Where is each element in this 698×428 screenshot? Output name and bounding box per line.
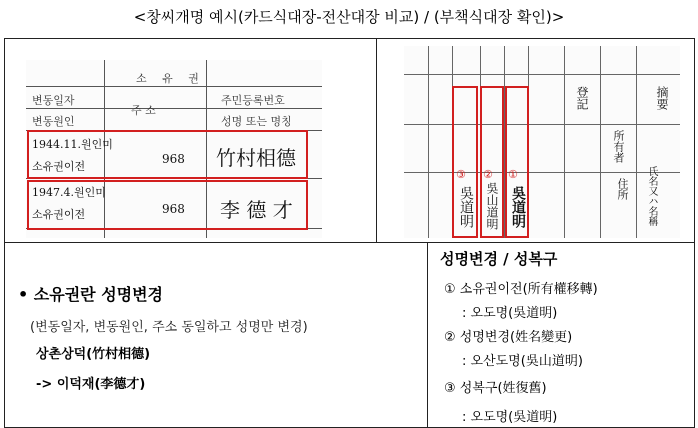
marker-2: ② <box>483 168 493 181</box>
label-address: 住所 <box>616 178 629 200</box>
item-1-sub: : 오도명(吳道明) <box>462 306 558 321</box>
card-register-scan <box>26 60 322 238</box>
section-bullet: • 소유권란 성명변경 <box>18 285 164 304</box>
panel-divider <box>376 38 377 243</box>
name-restored: 吳道明 <box>458 186 474 228</box>
row2-date: 1947.4.원인미 <box>32 186 106 199</box>
name-after: -> 이덕재(李德才) <box>36 377 146 392</box>
scan-rule <box>404 74 680 75</box>
col-regno-label: 주민등록번호 <box>221 94 285 107</box>
row1-reason: 소유권이전 <box>32 160 86 173</box>
marker-3: ③ <box>456 168 466 181</box>
row1-address: 968 <box>162 152 185 166</box>
item-2-sub: : 오산도명(吳山道明) <box>462 354 583 369</box>
explanation-panel <box>4 242 695 428</box>
item-2: ② 성명변경(姓名變更) <box>444 330 573 345</box>
highlight-col-1 <box>505 86 529 238</box>
col-name-label: 성명 또는 명칭 <box>221 115 292 128</box>
right-heading: 성명변경 / 성복구 <box>440 250 558 268</box>
item-1: ① 소유권이전(所有權移轉) <box>444 282 598 297</box>
section-note: (변동일자, 변동원인, 주소 동일하고 성명만 변경) <box>30 320 308 335</box>
item-3-sub: : 오도명(吳道明) <box>462 410 558 425</box>
label-summary: 摘要 <box>655 86 669 110</box>
ledger-register-scan <box>404 46 680 238</box>
name-changed: 吳山道明 <box>485 182 499 230</box>
row1-date: 1944.11.원인미 <box>32 138 113 151</box>
label-name: 氏名又ハ名稱 <box>646 166 657 226</box>
scan-rule <box>26 86 322 87</box>
row1-owner-name: 竹村相德 <box>216 146 296 170</box>
scan-rule <box>404 124 680 125</box>
marker-1: ① <box>508 168 518 181</box>
col-date-label: 변동일자 <box>32 94 75 107</box>
col-address-label: 주 소 <box>131 104 156 117</box>
label-registration: 登記 <box>575 86 589 110</box>
row2-reason: 소유권이전 <box>32 208 86 221</box>
highlight-box-row1 <box>27 130 308 179</box>
scan-rule <box>26 108 322 109</box>
item-3: ③ 성복구(姓復舊) <box>444 381 547 396</box>
highlight-col-3 <box>452 86 478 238</box>
highlight-col-2 <box>480 86 504 238</box>
row2-owner-name: 李 德 才 <box>220 198 293 222</box>
name-before: 상촌상덕(竹村相德) <box>36 347 151 362</box>
name-original: 吳道明 <box>510 186 526 228</box>
explanation-divider <box>427 242 428 428</box>
highlight-box-row2 <box>27 180 308 230</box>
col-reason-label: 변동원인 <box>32 115 75 128</box>
scan-rule <box>404 172 680 173</box>
label-owner: 所有者 <box>612 130 625 163</box>
owner-header: 소 유 권 <box>136 72 205 85</box>
row2-address: 968 <box>162 202 185 216</box>
page-title: <창씨개명 예시(카드식대장-전산대장 비교) / (부책식대장 확인)> <box>133 8 565 26</box>
